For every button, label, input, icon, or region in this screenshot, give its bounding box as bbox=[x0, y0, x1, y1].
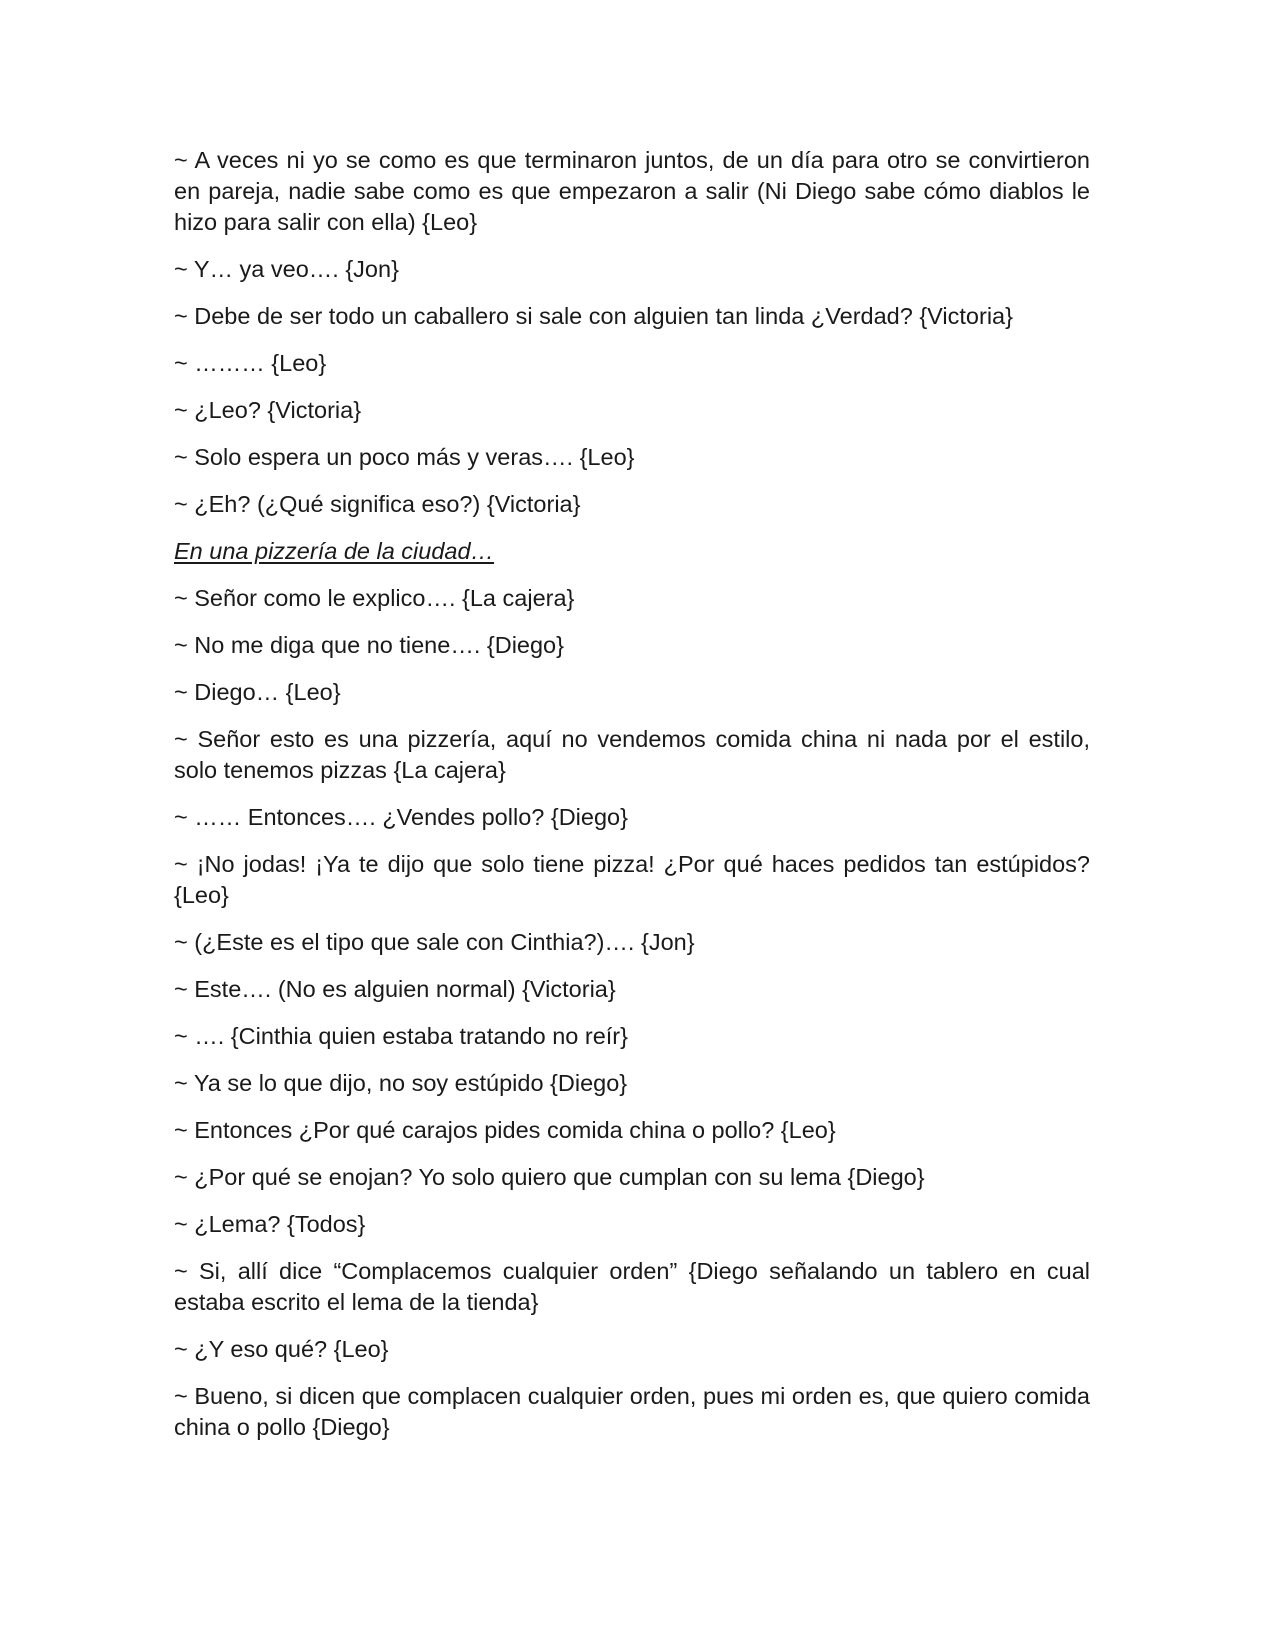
dialogue-line: ~ Señor esto es una pizzería, aquí no vendemos comida china ni nada por el estilo, solo tenemos pizzas {La cajera} bbox=[174, 726, 1090, 783]
dialogue-line: ~ Entonces ¿Por qué carajos pides comida china o pollo? {Leo} bbox=[174, 1117, 836, 1143]
dialogue-line: ~ Diego… {Leo} bbox=[174, 679, 341, 705]
dialogue-line: ~ Este…. (No es alguien normal) {Victoria} bbox=[174, 976, 616, 1002]
dialogue-line: ~ ¿Lema? {Todos} bbox=[174, 1211, 366, 1237]
dialogue-line: ~ (¿Este es el tipo que sale con Cinthia?)…. {Jon} bbox=[174, 929, 695, 955]
dialogue-line: ~ ¡No jodas! ¡Ya te dijo que solo tiene pizza! ¿Por qué haces pedidos tan estúpidos? {Leo} bbox=[174, 851, 1090, 908]
dialogue-line: ~ Señor como le explico…. {La cajera} bbox=[174, 585, 575, 611]
dialogue-line: ~ Solo espera un poco más y veras…. {Leo} bbox=[174, 444, 635, 470]
dialogue-line: ~ A veces ni yo se como es que terminaron juntos, de un día para otro se convirtieron en pareja, nadie sabe como es que empezaron a salir (Ni Diego sabe cómo diablos le hizo para salir con ella) {Leo} bbox=[174, 147, 1090, 235]
document-page bbox=[174, 145, 1090, 1459]
dialogue-line: ~ Y… ya veo…. {Jon} bbox=[174, 256, 399, 282]
dialogue-line: ~ ¿Eh? (¿Qué significa eso?) {Victoria} bbox=[174, 491, 581, 517]
dialogue-line: ~ …. {Cinthia quien estaba tratando no reír} bbox=[174, 1023, 628, 1049]
dialogue-line: ~ ¿Leo? {Victoria} bbox=[174, 397, 362, 423]
scene-heading: En una pizzería de la ciudad… bbox=[174, 538, 495, 564]
dialogue-line: ~ Debe de ser todo un caballero si sale con alguien tan linda ¿Verdad? {Victoria} bbox=[174, 303, 1013, 329]
dialogue-line: ~ ¿Y eso qué? {Leo} bbox=[174, 1336, 389, 1362]
dialogue-line: ~ …… Entonces…. ¿Vendes pollo? {Diego} bbox=[174, 804, 628, 830]
dialogue-line: ~ ……… {Leo} bbox=[174, 350, 327, 376]
dialogue-line: ~ Si, allí dice “Complacemos cualquier orden” {Diego señalando un tablero en cual estaba escrito el lema de la tienda} bbox=[174, 1258, 1090, 1315]
dialogue-line: ~ No me diga que no tiene…. {Diego} bbox=[174, 632, 564, 658]
dialogue-line: ~ Ya se lo que dijo, no soy estúpido {Diego} bbox=[174, 1070, 628, 1096]
dialogue-line: ~ Bueno, si dicen que complacen cualquier orden, pues mi orden es, que quiero comida china o pollo {Diego} bbox=[174, 1383, 1090, 1440]
dialogue-line: ~ ¿Por qué se enojan? Yo solo quiero que cumplan con su lema {Diego} bbox=[174, 1164, 925, 1190]
